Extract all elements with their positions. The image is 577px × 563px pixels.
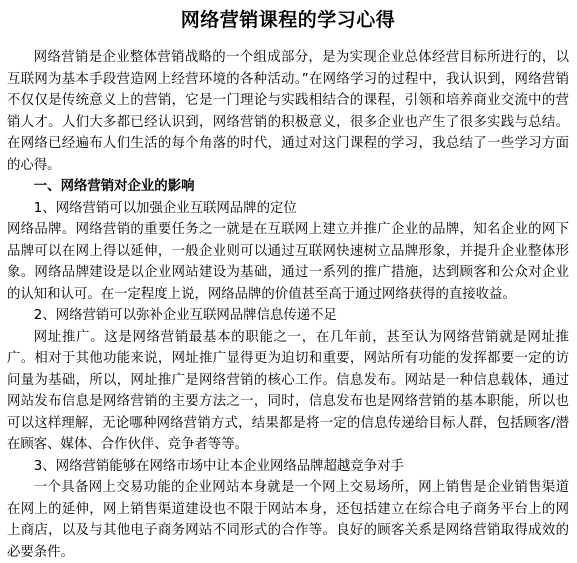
subsection-paragraph-2: 网址推广。这是网络营销最基本的职能之一，在几年前，甚至认为网络营销就是网址推广。相对于其他功能来说，网址推广显得更为迫切和重要，网站所有功能的发挥都要一定的访问量为基础，所以，网址推广是网络营销的核心工作。信息发布。网站是一种信息载体，通过网站发布信息是网络营销的主要方法之一，同时，信息发布也是网络营销的基本职能，所以也可以这样理解，无论哪种网络营销方式，结果都是将一定的信息传递给目标人群，包括顾客/潜在顾客、媒体、合作伙伴、竞争者等等。 bbox=[7, 329, 569, 452]
section-heading: 一、网络营销对企业的影响 bbox=[33, 179, 195, 194]
document-title: 网络营销课程的学习心得 bbox=[180, 9, 396, 31]
document-body bbox=[7, 47, 569, 563]
document bbox=[7, 0, 569, 563]
intro-paragraph: 网络营销是企业整体营销战略的一个组成部分，是为实现企业总体经营目标所进行的，以互联网为基本手段营造网上经营环境的各种活动。”在网络学习的过程中，我认识到，网络营销不仅仅是传统意义上的营销，它是一门理论与实践相结合的课程，引领和培养商业交流中的营销人才。人们大多都已经认识到，网络营销的积极意义，很多企业也产生了很多实践与总结。在网络已经遍布人们生活的每个角落的时代，通过对这门课程的学习，我总结了一些学习方面的心得。 bbox=[7, 50, 569, 173]
subsection-paragraph-1: 网络品牌。网络营销的重要任务之一就是在互联网上建立并推广企业的品牌，知名企业的网下品牌可以在网上得以延伸，一般企业则可以通过互联网快速树立品牌形象，并提升企业整体形象。网络品牌建设是以企业网站建设为基础，通过一系列的推广措施，达到顾客和公众对企业的认知和认可。在一定程度上说，网络品牌的价值甚至高于通过网络获得的直接收益。 bbox=[7, 222, 569, 302]
subsection-paragraph-3: 一个具备网上交易功能的企业网站本身就是一个网上交易场所，网上销售是企业销售渠道在网上的延伸，网上销售渠道建设也不限于网站本身，还包括建立在综合电子商务平台上的网上商店，以及与其他电子商务网站不同形式的合作等。良好的顾客关系是网络营销取得成效的必要条件。 bbox=[7, 480, 569, 560]
subsection-heading-3: 3、网络营销能够在网络市场中让本企业网络品牌超越竞争对手 bbox=[33, 458, 404, 474]
subsection-heading-2: 2、网络营销可以弥补企业互联网品牌信息传递不足 bbox=[33, 308, 337, 323]
subsection-heading-1: 1、网络营销可以加强企业互联网品牌的定位 bbox=[33, 200, 297, 216]
